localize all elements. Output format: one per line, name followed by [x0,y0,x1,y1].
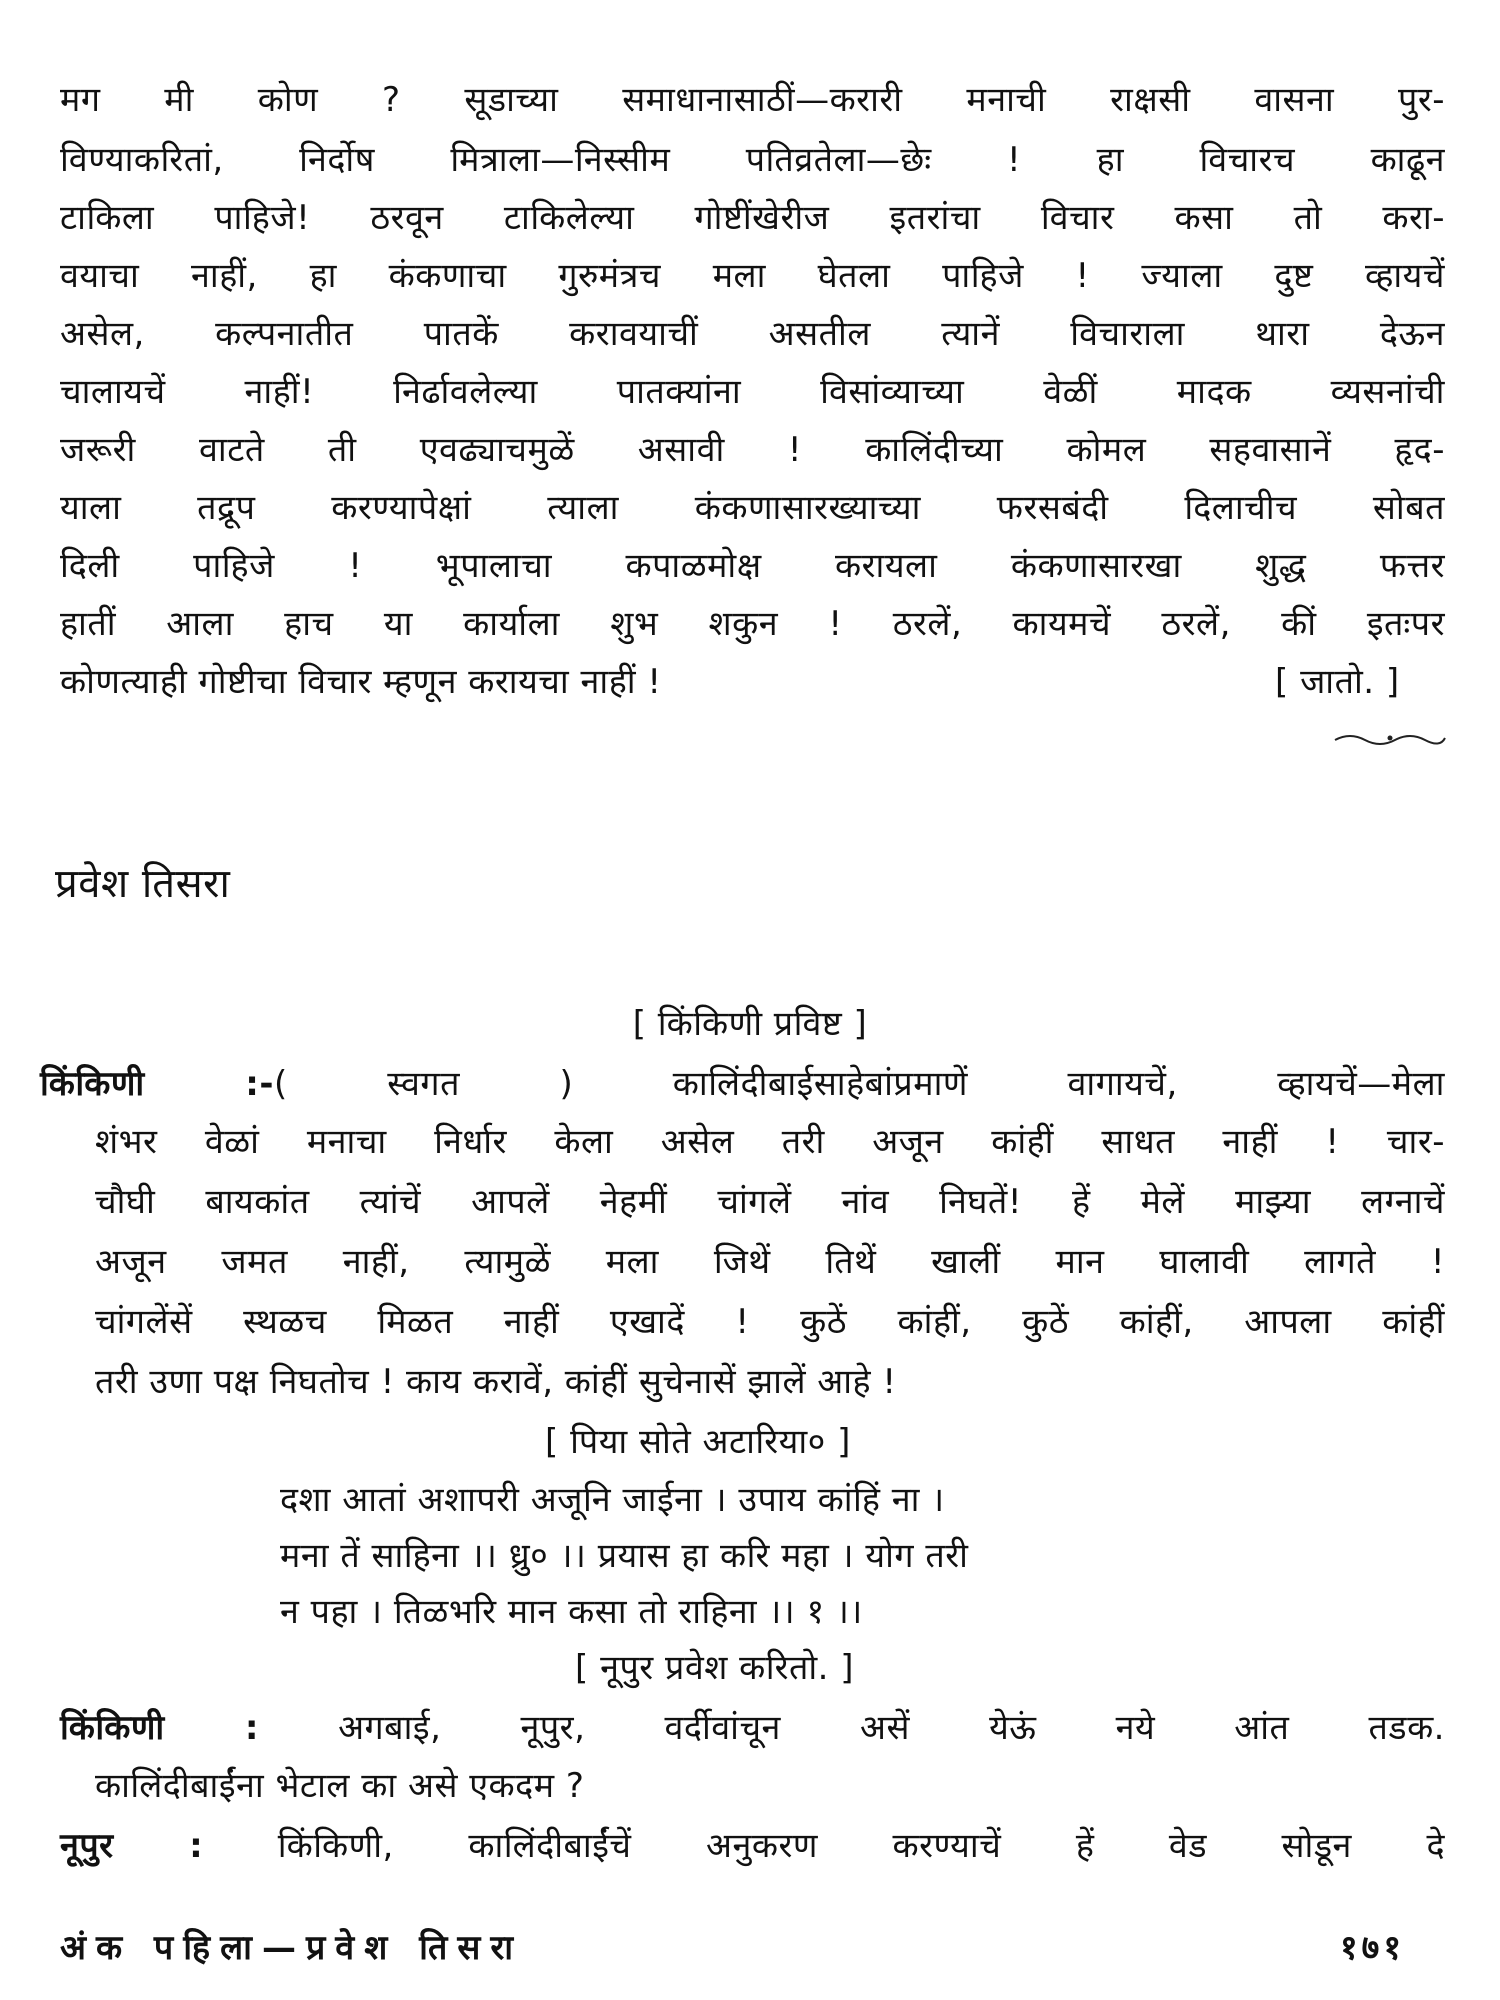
speech-first-line [40,1062,1445,1106]
text-line: याला तद्रूप करण्यापेक्षां त्याला कंकणासारख्याच्या फरसबंदी दिलाचीच सोबत [60,488,1445,528]
text-line: शंभर वेळां मनाचा निर्धार केला असेल तरी अजून कांहीं साधत नाहीं ! चार- [95,1122,1445,1162]
song-tune: [ पिया सोते अटारिया० ] [545,1422,851,1462]
text-line: मग मी कोण ? सूडाच्या समाधानासाठीं—करारी मनाची राक्षसी वासना पुर- [60,80,1445,120]
text-line: तरी उणा पक्ष निघतोच ! काय करावें, कांहीं सुचेनासें झालें आहे ! [95,1362,897,1402]
speaker-name: किंकिणी :- [40,1064,274,1104]
scene-heading: प्रवेश तिसरा [55,861,231,907]
text-line: चांगलेंसें स्थळच मिळत नाहीं एखादें ! कुठें कांहीं, कुठें कांहीं, आपला कांहीं [95,1302,1445,1342]
text-line: चालायचें नाहीं! निर्ढावलेल्या पातक्यांना विसांव्याच्या वेळीं मादक व्यसनांची [60,372,1445,412]
running-title: अंक पहिला—प्रवेश तिसरा [60,1928,524,1968]
text-line: वयाचा नाहीं, हा कंकणाचा गुरुमंत्रच मला घेतला पाहिजे ! ज्याला दुष्ट व्हायचें [60,256,1445,296]
speech-first-line [60,1706,1445,1750]
speech-text: किंकिणी, कालिंदीबाईंचें अनुकरण करण्याचें हें वेड सोडून दे [277,1826,1445,1866]
song-line: मना तें साहिना ।। ध्रु० ।। प्रयास हा करि महा । योग तरी [280,1536,969,1576]
text-line: कोणत्याही गोष्टीचा विचार म्हणून करायचा नाहीं ! [60,662,662,702]
text-line: चौघी बायकांत त्यांचें आपलें नेहमीं चांगलें नांव निघतें! हें मेलें माझ्या लग्नाचें [95,1182,1445,1222]
speech-first-line [60,1824,1445,1868]
text-line: जरूरी वाटते ती एवढ्याचमुळें असावी ! कालिंदीच्या कोमल सहवासानें हृद- [60,430,1445,470]
speaker-name: किंकिणी : [60,1708,259,1748]
text-line: टाकिला पाहिजे! ठरवून टाकिलेल्या गोष्टींखेरीज इतरांचा विचार कसा तो करा- [60,198,1445,238]
text-line: अजून जमत नाहीं, त्यामुळें मला जिथें तिथें खालीं मान घालावी लागते ! [95,1242,1445,1282]
ornament-divider [1330,728,1450,748]
text-line: दिली पाहिजे ! भूपालाचा कपाळमोक्ष करायला कंकणासारखा शुद्ध फत्तर [60,546,1445,586]
text-line: कालिंदीबाईंना भेटाल का असे एकदम ? [95,1766,585,1806]
page-number: १७१ [1340,1928,1406,1968]
text-line: विण्याकरितां, निर्दोष मित्राला—निस्सीम पतिव्रतेला—छेः ! हा विचारच काढून [60,140,1445,180]
song-line: दशा आतां अशापरी अजूनि जाईना । उपाय कांहिं ना । [280,1480,945,1520]
text-line: हातीं आला हाच या कार्याला शुभ शकुन ! ठरलें, कायमचें ठरलें, कीं इतःपर [60,604,1445,644]
speech-text: ( स्वगत ) कालिंदीबाईसाहेबांप्रमाणें वागायचें, व्हायचें—मेला [274,1064,1445,1104]
exit-stage-direction: [ जातो. ] [1275,662,1400,702]
speaker-name: नूपुर : [60,1826,204,1866]
speech-text: अगबाई, नूपुर, वर्दीवांचून असें येऊं नये आंत तडक. [338,1708,1445,1748]
text-line: असेल, कल्पनातीत पातकें करावयाचीं असतील त्यानें विचाराला थारा देऊन [60,314,1445,354]
stage-direction: [ नूपुर प्रवेश करितो. ] [575,1648,855,1688]
song-line: न पहा । तिळभरि मान कसा तो राहिना ।। १ ।। [280,1592,863,1632]
stage-direction: [ किंकिणी प्रविष्ट ] [632,1004,868,1044]
